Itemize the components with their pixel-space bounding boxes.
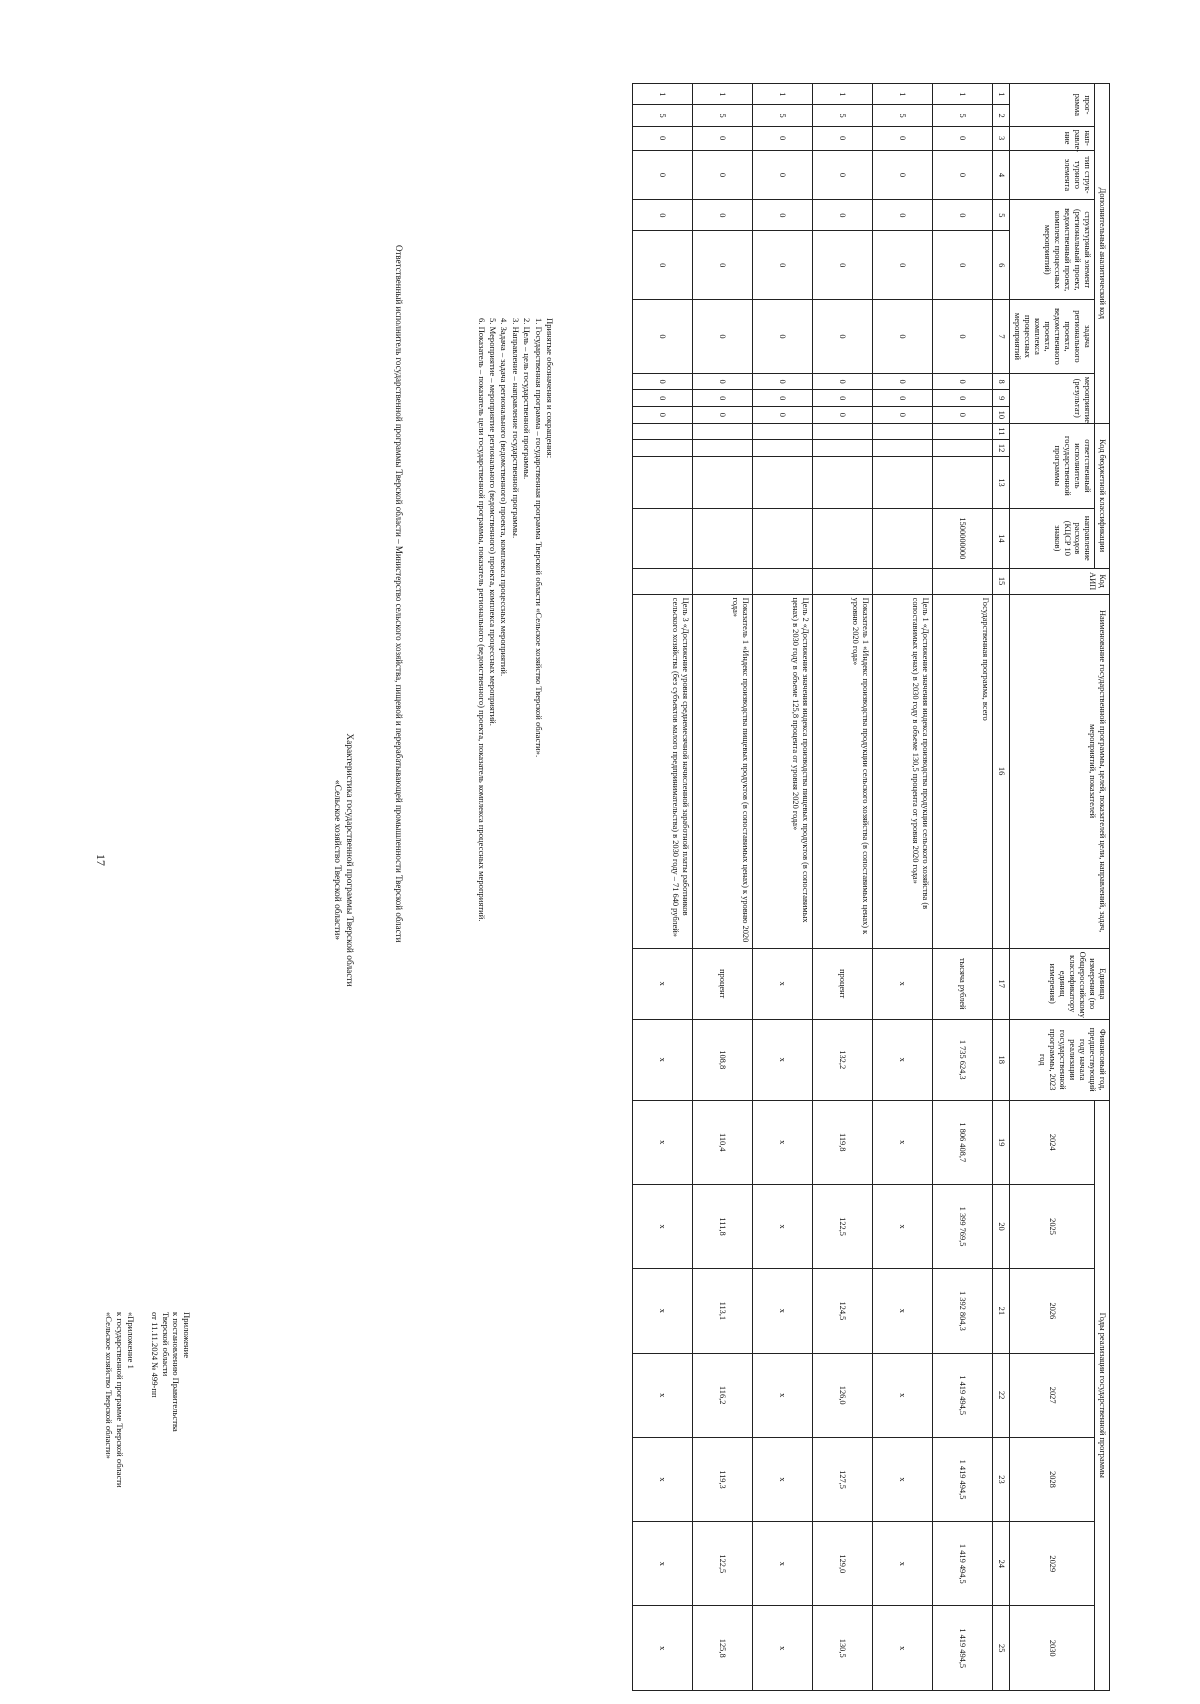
cell-y2028: 127,5 [813, 1437, 873, 1521]
cell-y2028: x [753, 1437, 813, 1521]
cell-y2024: x [753, 1100, 813, 1184]
note-item: 5. Мероприятие – мероприятие регионального (ведомственного) проекта, комплекса процессных мероприятий. [487, 318, 498, 726]
column-number: 23 [993, 1437, 1010, 1521]
cell-c2: 5 [933, 105, 993, 126]
cell-y2024: x [633, 1100, 693, 1184]
cell-c15 [813, 568, 873, 594]
cell-c14 [753, 509, 813, 568]
cell-name: Цель 1 «Достижение значения индекса производства продукции сельского хозяйства (в сопоставимых ценах) в 2030 году в объеме 130,5 процента от уровня 2020 года» [873, 594, 933, 948]
header-measure: мероприятие (результат) [1010, 373, 1095, 423]
cell-c9: 0 [693, 390, 753, 407]
cell-fin: x [633, 1019, 693, 1100]
cell-c6: 0 [813, 231, 873, 300]
column-number: 14 [993, 509, 1010, 568]
cell-fin: 1 735 624,3 [933, 1019, 993, 1100]
cell-c2: 5 [693, 105, 753, 126]
cell-c3: 0 [693, 126, 753, 150]
cell-c12 [873, 440, 933, 457]
cell-c9: 0 [633, 390, 693, 407]
cell-c6: 0 [633, 231, 693, 300]
column-number: 10 [993, 407, 1010, 424]
table-row [933, 84, 993, 1691]
cell-c11 [933, 423, 993, 440]
header-year-2030: 2030 [1010, 1606, 1095, 1691]
appendix-line: к постановлению Правительства [171, 1312, 182, 1432]
cell-y2027: x [633, 1353, 693, 1437]
column-number: 4 [993, 150, 1010, 200]
cell-c7: 0 [873, 300, 933, 374]
cell-c10: 0 [633, 407, 693, 424]
header-year-2029: 2029 [1010, 1522, 1095, 1606]
header-year-2027: 2027 [1010, 1353, 1095, 1437]
appendix-line: Приложение [182, 1312, 192, 1359]
header-direction: нап-равле-ние [1010, 126, 1095, 150]
column-number: 2 [993, 105, 1010, 126]
cell-y2027: x [753, 1353, 813, 1437]
cell-c14 [633, 509, 693, 568]
cell-y2024: 1 806 408,7 [933, 1100, 993, 1184]
cell-c2: 5 [873, 105, 933, 126]
appendix-line: от 11.11.2024 № 499-пп [150, 1312, 161, 1398]
column-number-row [993, 84, 1010, 1691]
cell-c5: 0 [873, 200, 933, 231]
table-row [753, 84, 813, 1691]
cell-c4: 0 [693, 150, 753, 200]
cell-c3: 0 [873, 126, 933, 150]
cell-y2026: x [753, 1269, 813, 1353]
cell-c15 [933, 568, 993, 594]
cell-y2030: 125,8 [693, 1606, 753, 1691]
cell-c10: 0 [933, 407, 993, 424]
cell-y2026: x [633, 1269, 693, 1353]
cell-fin: 108,8 [693, 1019, 753, 1100]
cell-fin: 132,2 [813, 1019, 873, 1100]
cell-y2030: x [633, 1606, 693, 1691]
column-number: 15 [993, 568, 1010, 594]
column-number: 13 [993, 456, 1010, 508]
cell-c4: 0 [753, 150, 813, 200]
cell-y2030: 130,5 [813, 1606, 873, 1691]
cell-y2029: 122,5 [693, 1522, 753, 1606]
header-year-2025: 2025 [1010, 1184, 1095, 1268]
table-body [633, 84, 993, 1691]
cell-c7: 0 [633, 300, 693, 374]
cell-c10: 0 [813, 407, 873, 424]
cell-c5: 0 [753, 200, 813, 231]
note-item: 1. Государственная программа – государственная программа Тверской области «Сельское хозяйство Тверской области». [533, 318, 544, 758]
cell-y2028: x [633, 1437, 693, 1521]
cell-fin: x [753, 1019, 813, 1100]
header-fin-year: Финансовый год, предшествующий году начала реализации государственной программы, 2023 год [1010, 1019, 1110, 1100]
cell-c3: 0 [933, 126, 993, 150]
cell-c8: 0 [693, 373, 753, 390]
cell-y2025: x [753, 1184, 813, 1268]
cell-c11 [693, 423, 753, 440]
cell-y2026: 113,1 [693, 1269, 753, 1353]
cell-y2029: 129,0 [813, 1522, 873, 1606]
cell-c9: 0 [933, 390, 993, 407]
cell-y2024: x [873, 1100, 933, 1184]
cell-c14: 1500000000 [933, 509, 993, 568]
appendix-line: «Приложение 1 [125, 1312, 136, 1369]
header-aip-code: Код АИП [1010, 568, 1110, 594]
cell-c8: 0 [933, 373, 993, 390]
cell-y2024: 110,4 [693, 1100, 753, 1184]
column-number: 9 [993, 390, 1010, 407]
column-number: 3 [993, 126, 1010, 150]
cell-y2025: x [633, 1184, 693, 1268]
cell-c7: 0 [753, 300, 813, 374]
cell-c12 [933, 440, 993, 457]
cell-unit: x [633, 948, 693, 1019]
cell-name: Государственная программа, всего [933, 594, 993, 948]
cell-c14 [873, 509, 933, 568]
column-number: 8 [993, 373, 1010, 390]
cell-c13 [873, 456, 933, 508]
cell-y2030: 1 419 494,5 [933, 1606, 993, 1691]
cell-y2027: x [873, 1353, 933, 1437]
cell-y2029: x [633, 1522, 693, 1606]
cell-y2026: 1 392 804,3 [933, 1269, 993, 1353]
cell-c13 [933, 456, 993, 508]
cell-c13 [633, 456, 693, 508]
cell-c15 [633, 568, 693, 594]
cell-c9: 0 [753, 390, 813, 407]
column-number: 11 [993, 423, 1010, 440]
table-row [813, 84, 873, 1691]
cell-c12 [633, 440, 693, 457]
cell-y2026: 124,5 [813, 1269, 873, 1353]
appendix-line: Тверской области [160, 1312, 171, 1377]
cell-name: Цель 2 «Достижение значения индекса производства пищевых продуктов (в сопоставимых ценах) в 2030 году в объеме 125,8 процента от уровня 2020 года» [753, 594, 813, 948]
cell-c14 [693, 509, 753, 568]
cell-c12 [693, 440, 753, 457]
program-table [632, 83, 1110, 1691]
cell-c9: 0 [873, 390, 933, 407]
header-unit: Единица измерения (по Общероссийскому классификатору единиц измерения) [1010, 948, 1110, 1019]
column-number: 24 [993, 1522, 1010, 1606]
table-row [633, 84, 693, 1691]
cell-c13 [693, 456, 753, 508]
responsible-executor: Ответственный исполнитель государственной программы Тверской области – Министерство сельского хозяйства, пищевой и перерабатывающей промышленности Тверской области [394, 245, 404, 943]
title-line: «Сельское хозяйство Тверской области» [332, 779, 342, 941]
cell-c1: 1 [633, 84, 693, 105]
table-row [693, 84, 753, 1691]
column-number: 18 [993, 1019, 1010, 1100]
cell-c9: 0 [813, 390, 873, 407]
cell-c10: 0 [693, 407, 753, 424]
column-number: 7 [993, 300, 1010, 374]
cell-c11 [753, 423, 813, 440]
cell-c4: 0 [813, 150, 873, 200]
cell-c15 [693, 568, 753, 594]
cell-c8: 0 [633, 373, 693, 390]
cell-unit: x [753, 948, 813, 1019]
header-program: прог-рамма [1010, 84, 1095, 127]
cell-c8: 0 [873, 373, 933, 390]
cell-y2025: 111,8 [693, 1184, 753, 1268]
cell-c7: 0 [933, 300, 993, 374]
header-year-2028: 2028 [1010, 1437, 1095, 1521]
document-title [331, 540, 355, 1180]
header-resp-executor: ответственный исполнитель государственной программы [1010, 423, 1095, 509]
page-number: 17 [94, 854, 108, 866]
cell-c10: 0 [873, 407, 933, 424]
cell-c1: 1 [693, 84, 753, 105]
spacer [136, 1312, 150, 1612]
cell-c6: 0 [873, 231, 933, 300]
cell-c1: 1 [753, 84, 813, 105]
column-number: 22 [993, 1353, 1010, 1437]
cell-c5: 0 [693, 200, 753, 231]
column-number: 12 [993, 440, 1010, 457]
cell-y2030: x [753, 1606, 813, 1691]
note-item: 3. Направление – направление государственной программы. [510, 318, 521, 539]
cell-c5: 0 [933, 200, 993, 231]
cell-c4: 0 [873, 150, 933, 200]
cell-y2029: 1 419 494,5 [933, 1522, 993, 1606]
appendix-header [104, 1312, 192, 1612]
cell-c1: 1 [873, 84, 933, 105]
cell-y2025: 122,5 [813, 1184, 873, 1268]
cell-c5: 0 [813, 200, 873, 231]
cell-name: Показатель 1 «Индекс производства продукции сельского хозяйства (в сопоставимых ценах) к уровню 2020 года» [813, 594, 873, 948]
cell-c13 [753, 456, 813, 508]
header-struct-type: тип струк-турного элемента [1010, 150, 1095, 200]
header-struct-element: структурный элемент (региональный проект, ведомственный проект, комплекс процессных мероприятий) [1010, 200, 1095, 300]
cell-y2026: x [873, 1269, 933, 1353]
cell-y2029: x [753, 1522, 813, 1606]
cell-c6: 0 [933, 231, 993, 300]
cell-c11 [873, 423, 933, 440]
cell-c1: 1 [933, 84, 993, 105]
cell-c5: 0 [633, 200, 693, 231]
cell-y2027: 126,0 [813, 1353, 873, 1437]
note-item: 4. Задача – задача регионального (ведомственного) проекта, комплекса процессных мероприятий. [499, 318, 510, 677]
appendix-line: «Сельское хозяйство Тверской области» [104, 1312, 115, 1459]
cell-c15 [753, 568, 813, 594]
cell-c1: 1 [813, 84, 873, 105]
cell-c7: 0 [693, 300, 753, 374]
cell-y2028: 1 419 494,5 [933, 1437, 993, 1521]
cell-c10: 0 [753, 407, 813, 424]
header-budget-code: Код бюджетной классификации [1095, 423, 1110, 568]
cell-y2027: 1 419 494,5 [933, 1353, 993, 1437]
header-name: Наименование государственной программы, целей, показателей цели, направлений, задач, мероприятий, показателей [1010, 594, 1110, 948]
cell-name: Показатель 1 «Индекс производства пищевых продуктов (в сопоставимых ценах) к уровню 2020 года» [693, 594, 753, 948]
cell-c2: 5 [753, 105, 813, 126]
cell-y2028: x [873, 1437, 933, 1521]
column-number: 16 [993, 594, 1010, 948]
column-number: 21 [993, 1269, 1010, 1353]
column-number: 5 [993, 200, 1010, 231]
cell-unit: x [873, 948, 933, 1019]
cell-unit: тысяча рублей [933, 948, 993, 1019]
cell-c15 [873, 568, 933, 594]
cell-c3: 0 [633, 126, 693, 150]
cell-c6: 0 [753, 231, 813, 300]
cell-c13 [813, 456, 873, 508]
cell-name: Цель 3 «Достижение уровня среднемесячной начисленной заработной платы работников сельского хозяйства (без субъектов малого предпринимательства) в 2030 году – 71 640 рублей» [633, 594, 693, 948]
note-item: 6. Показатель – показатель цели государственной программы, показатель регионального (ведомственного) проекта, показатель комплекса процессных мероприятий. [476, 318, 487, 922]
title-line: Характеристика государственной программы Тверской области [344, 733, 354, 987]
cell-y2027: 116,2 [693, 1353, 753, 1437]
cell-c8: 0 [753, 373, 813, 390]
cell-y2028: 119,3 [693, 1437, 753, 1521]
header-expense-dir: направление расходов (КЦСР 10 знаков) [1010, 509, 1095, 568]
cell-c6: 0 [693, 231, 753, 300]
notes-heading: Принятые обозначения и сокращения: [545, 318, 555, 459]
cell-c11 [813, 423, 873, 440]
column-number: 1 [993, 84, 1010, 105]
cell-y2024: 119,8 [813, 1100, 873, 1184]
header-additional-code: Дополнительный аналитический код [1095, 84, 1110, 424]
header-year-2026: 2026 [1010, 1269, 1095, 1353]
note-item: 2. Цель – цель государственной программы. [522, 318, 533, 480]
column-number: 19 [993, 1100, 1010, 1184]
cell-unit: процент [693, 948, 753, 1019]
cell-c4: 0 [933, 150, 993, 200]
cell-c2: 5 [633, 105, 693, 126]
cell-y2025: 1 399 769,5 [933, 1184, 993, 1268]
cell-c7: 0 [813, 300, 873, 374]
cell-fin: x [873, 1019, 933, 1100]
cell-c3: 0 [753, 126, 813, 150]
header-years: Годы реализации государственной программы [1095, 1100, 1110, 1690]
cell-c12 [753, 440, 813, 457]
cell-c14 [813, 509, 873, 568]
appendix-line: к государственной программе Тверской области [115, 1312, 126, 1488]
cell-c12 [813, 440, 873, 457]
column-number: 6 [993, 231, 1010, 300]
column-number: 25 [993, 1606, 1010, 1691]
cell-c11 [633, 423, 693, 440]
cell-y2029: x [873, 1522, 933, 1606]
column-number: 20 [993, 1184, 1010, 1268]
abbreviations-list [475, 318, 555, 1618]
column-number: 17 [993, 948, 1010, 1019]
cell-c4: 0 [633, 150, 693, 200]
cell-c2: 5 [813, 105, 873, 126]
cell-y2030: x [873, 1606, 933, 1691]
cell-c8: 0 [813, 373, 873, 390]
cell-c3: 0 [813, 126, 873, 150]
header-year-2024: 2024 [1010, 1100, 1095, 1184]
cell-y2025: x [873, 1184, 933, 1268]
header-task: задача регионального проекта, ведомственного проекта, комплекса процессных мероприятий [1010, 300, 1095, 374]
table-row [873, 84, 933, 1691]
cell-unit: процент [813, 948, 873, 1019]
